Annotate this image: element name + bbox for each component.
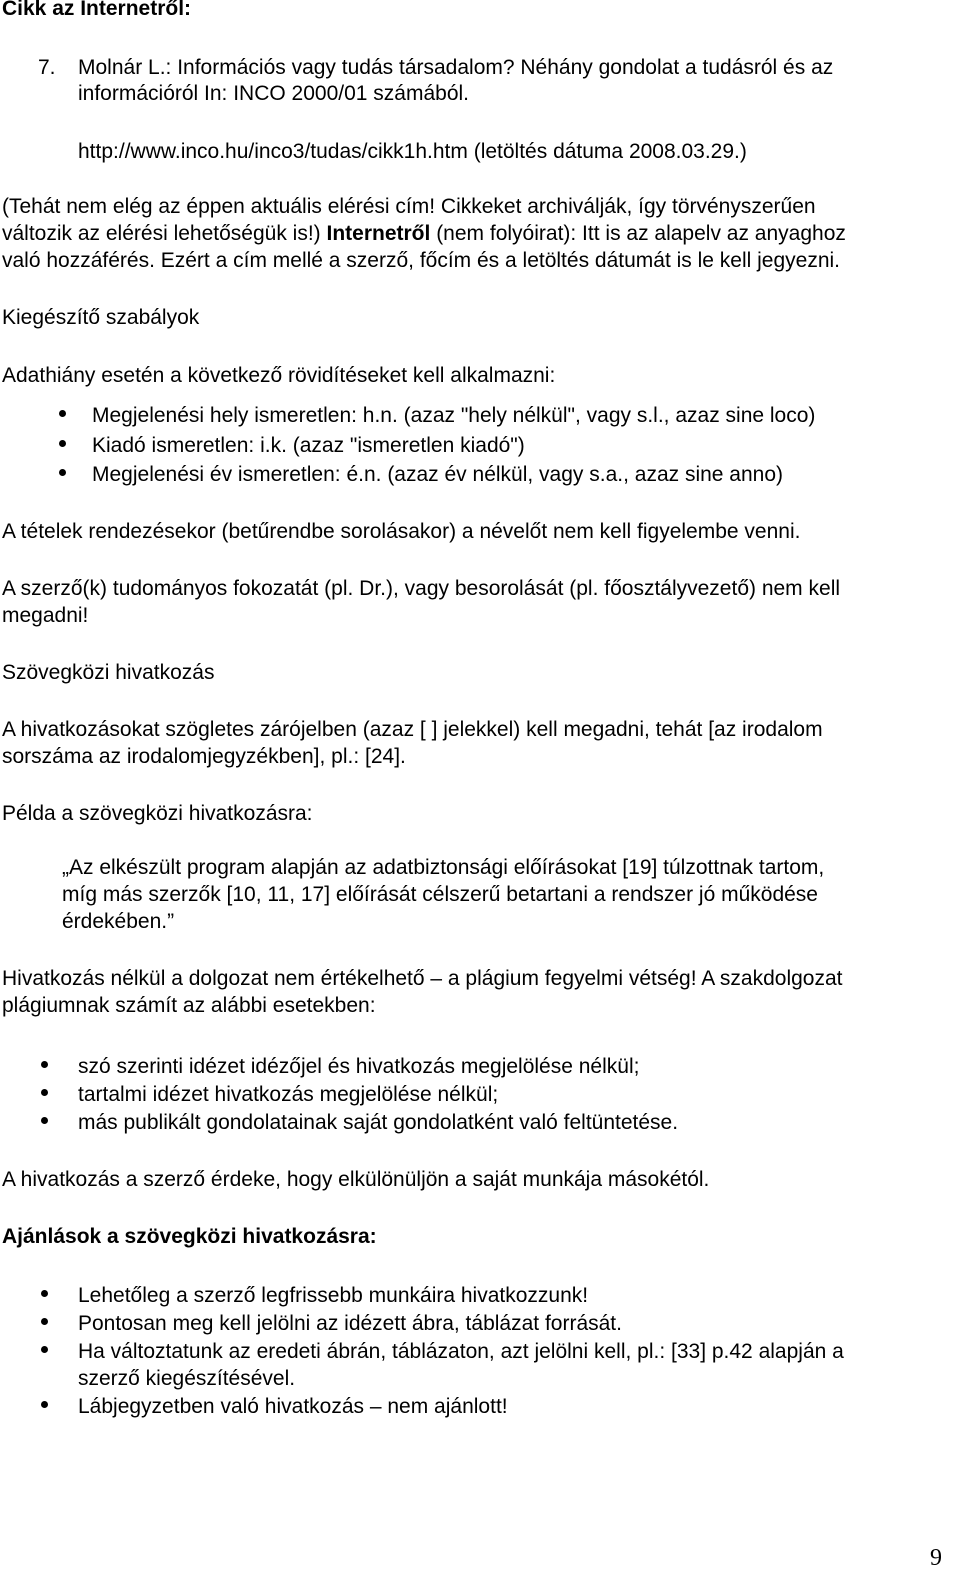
plagiarism-case-2: tartalmi idézet hivatkozás megjelölése nélkül; (78, 1083, 499, 1106)
supplement-item-2: Kiadó ismeretlen: i.k. (azaz "ismeretlen kiadó") (92, 434, 525, 457)
citation-interest: A hivatkozás a szerző érdeke, hogy elkülönüljön a saját munkája másokétól. (2, 1168, 710, 1191)
plagiarism-line-1: Hivatkozás nélkül a dolgozat nem értékelhető – a plágium fegyelmi vétség! A szakdolgozat (2, 967, 843, 990)
recommendation-item-2: Pontosan meg kell jelölni az idézett ábra, táblázat forrását. (78, 1312, 622, 1335)
supplement-heading: Kiegészítő szabályok (2, 306, 200, 329)
quote-line-1: „Az elkészült program alapján az adatbiztonsági előírásokat [19] túlzottnak tartom, (62, 856, 825, 879)
internet-note-line-2 (2, 221, 846, 247)
plagiarism-case-1: szó szerinti idézet idézőjel és hivatkozás megjelölése nélkül; (78, 1055, 640, 1078)
supplement-intro: Adathiány esetén a következő rövidítéseket kell alkalmazni: (2, 364, 556, 387)
ordering-rule: A tételek rendezésekor (betűrendbe sorolásakor) a névelőt nem kell figyelembe venni. (2, 520, 801, 543)
degree-rule-line-2: megadni! (2, 604, 89, 627)
recommendation-item-4: Lábjegyzetben való hivatkozás – nem ajánlott! (78, 1395, 508, 1418)
quote-line-2: míg más szerzők [10, 11, 17] előírását célszerű betartani a rendszer jó működése (62, 883, 818, 906)
internet-article-heading: Cikk az Internetről: (2, 0, 192, 20)
plagiarism-line-2: plágiumnak számít az alábbi esetekben: (2, 994, 376, 1017)
plagiarism-case-3: más publikált gondolatainak saját gondolatként való feltüntetése. (78, 1111, 679, 1134)
bullet-icon (41, 1318, 48, 1325)
intext-heading: Szövegközi hivatkozás (2, 661, 215, 684)
bullet-icon (41, 1346, 48, 1353)
internet-note-line-2-rest: (nem folyóirat): Itt is az alapelv az anyaghoz (436, 222, 846, 245)
supplement-item-1: Megjelenési hely ismeretlen: h.n. (azaz "hely nélkül", vagy s.l., azaz sine loco) (92, 404, 816, 427)
recommendations-heading: Ajánlások a szövegközi hivatkozásra: (2, 1225, 377, 1248)
recommendation-item-3-continued: szerző kiegészítésével. (78, 1367, 296, 1390)
internet-note-line-1: (Tehát nem elég az éppen aktuális elérési cím! Cikkeket archiválják, így törvényszerűen (2, 195, 816, 218)
bullet-icon (59, 410, 66, 417)
bullet-icon (41, 1117, 48, 1124)
degree-rule-line-1: A szerző(k) tudományos fokozatát (pl. Dr.), vagy besorolását (pl. főosztályvezető) nem kell (2, 577, 841, 600)
recommendation-item-1: Lehetőleg a szerző legfrissebb munkáira hivatkozzunk! (78, 1284, 589, 1307)
internet-note-bold-term: Internetről (326, 222, 431, 245)
intext-para-line-2: sorszáma az irodalomjegyzékben], pl.: [24]. (2, 745, 406, 768)
page-number: 9 (930, 1545, 942, 1571)
bullet-icon (41, 1290, 48, 1297)
supplement-item-3: Megjelenési év ismeretlen: é.n. (azaz év nélkül, vagy s.a., azaz sine anno) (92, 463, 784, 486)
example-line-2: információról In: INCO 2000/01 számából. (78, 82, 470, 105)
bullet-icon (59, 469, 66, 476)
example-label: Példa a szövegközi hivatkozásra: (2, 802, 313, 825)
example-line-1: Molnár L.: Információs vagy tudás társadalom? Néhány gondolat a tudásról és az (78, 56, 834, 79)
internet-note-line-2-start: változik az elérési lehetőségük is!) (2, 222, 321, 245)
bullet-icon (41, 1089, 48, 1096)
bullet-icon (41, 1061, 48, 1068)
recommendation-item-3: Ha változtatunk az eredeti ábrán, táblázaton, azt jelölni kell, pl.: [33] p.42 alapján a (78, 1340, 844, 1363)
internet-note-line-3: való hozzáférés. Ezért a cím mellé a szerző, főcím és a letöltés dátumát is le kell jegyezni. (2, 249, 841, 272)
intext-para-line-1: A hivatkozásokat szögletes zárójelben (azaz [ ] jelekkel) kell megadni, tehát [az irodalom (2, 718, 823, 741)
bullet-icon (41, 1401, 48, 1408)
example-number: 7. (38, 56, 56, 79)
quote-line-3: érdekében.” (62, 910, 175, 933)
bullet-icon (59, 440, 66, 447)
example-url-line: http://www.inco.hu/inco3/tudas/cikk1h.htm (letöltés dátuma 2008.03.29.) (78, 140, 747, 163)
